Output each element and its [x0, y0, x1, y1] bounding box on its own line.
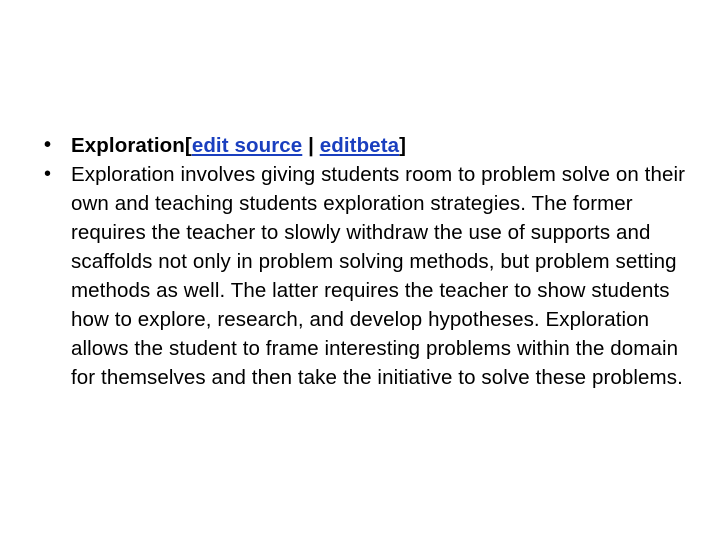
bullet-dot-icon: •	[44, 134, 52, 156]
section-title: Exploration	[71, 134, 185, 157]
link-separator: |	[302, 134, 320, 157]
bullet-dot-icon: •	[44, 163, 52, 185]
open-bracket: [	[184, 134, 192, 157]
close-bracket: ]	[399, 134, 407, 157]
paragraph-bullet	[44, 160, 694, 392]
exploration-paragraph: Exploration involves giving students room to problem solve on their own and teaching students exploration strategies. The former requires the teacher to slowly withdraw the use of supports and scaffolds not only in problem solving methods, but problem setting methods as well. The latter requires the teacher to show students how to explore, research, and develop hypotheses. Exploration allows the student to frame interesting problems within the domain for themselves and then take the initiative to solve these problems.	[71, 163, 686, 389]
edit-source-link[interactable]: edit source	[191, 134, 303, 157]
heading-bullet	[44, 131, 694, 160]
edit-beta-link[interactable]: editbeta	[319, 134, 400, 157]
bullet-list	[44, 131, 694, 392]
